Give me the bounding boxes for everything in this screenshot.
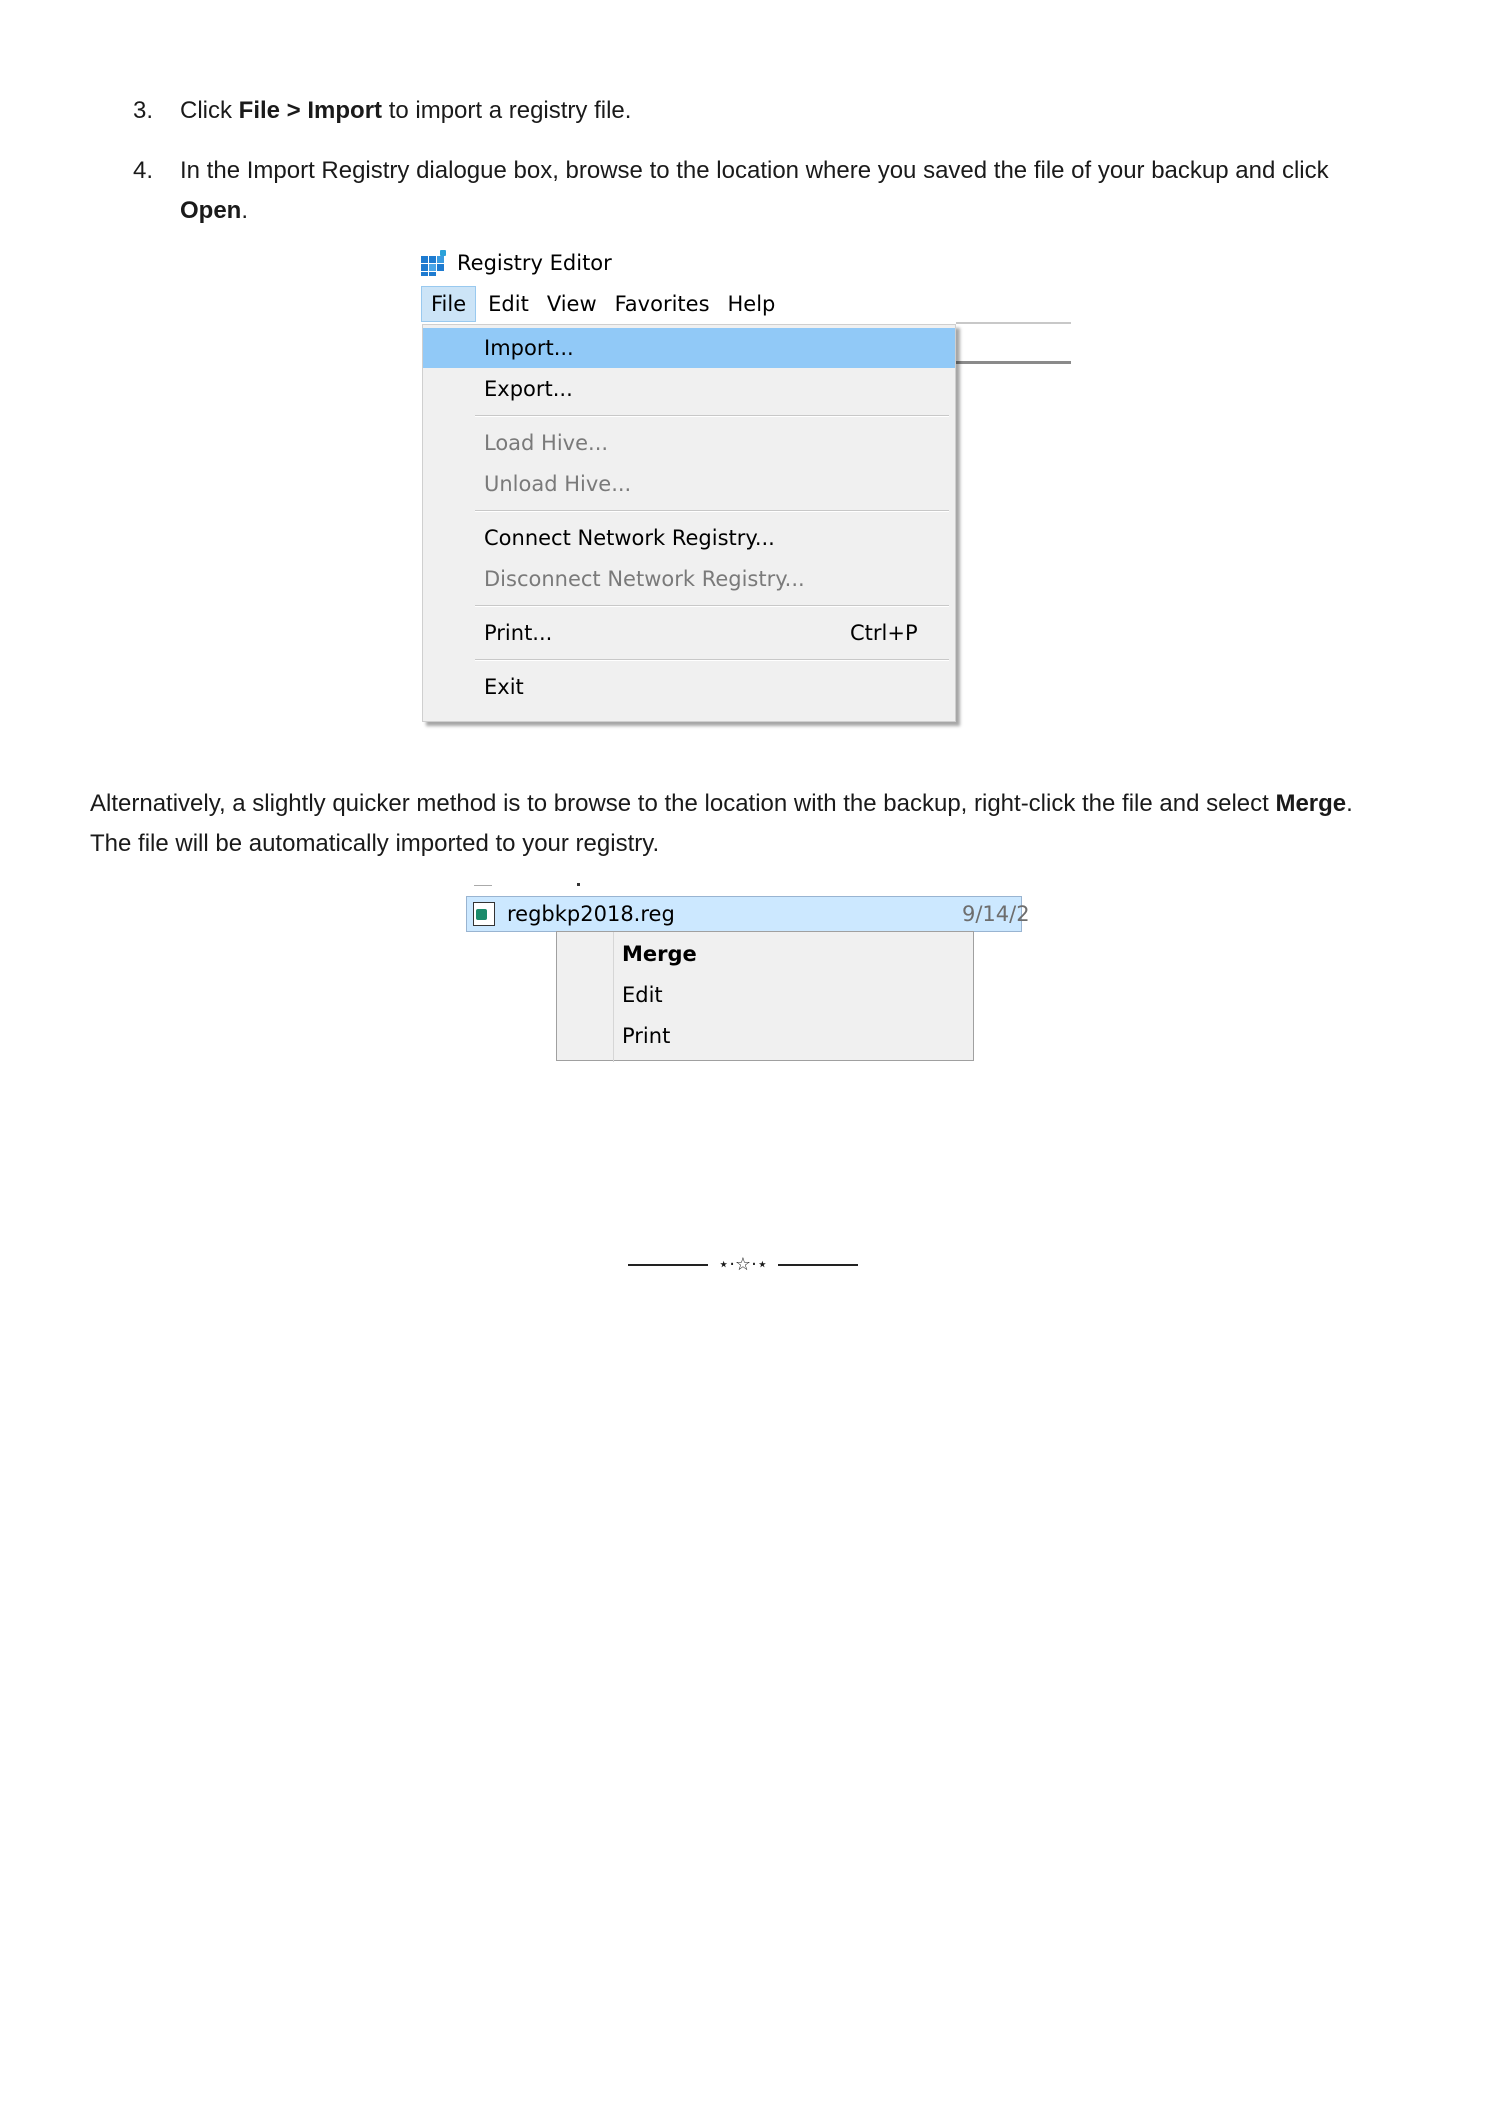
step-number: 4. xyxy=(133,157,154,184)
step-text-pre: In the Import Registry dialogue box, browse to the location where you saved the file of your backup and click xyxy=(180,157,1329,184)
step-text xyxy=(180,91,1360,131)
menu-separator xyxy=(475,605,949,607)
menu-item-label: Import... xyxy=(484,336,574,360)
menu-gutter xyxy=(613,932,614,1062)
menu-help[interactable]: Help xyxy=(727,292,776,316)
menu-bar xyxy=(421,286,784,322)
step-text xyxy=(180,151,1360,231)
menu-item-connect-network-registry[interactable] xyxy=(423,518,955,558)
step-text-post: to import a registry file. xyxy=(382,97,632,124)
cropped-row-fragment xyxy=(577,883,580,886)
menu-item-label: Connect Network Registry... xyxy=(484,526,775,550)
step-bold: File > Import xyxy=(238,97,383,124)
merge-context-screenshot xyxy=(462,874,1030,1050)
divider-ornament: ⋆·☆·⋆ xyxy=(717,1254,769,1275)
registry-editor-screenshot xyxy=(421,244,1071,724)
menu-separator xyxy=(475,415,949,417)
menu-item-import[interactable] xyxy=(423,328,955,368)
menu-edit[interactable]: Edit xyxy=(488,292,529,316)
file-name: regbkp2018.reg xyxy=(507,902,675,926)
window-title: Registry Editor xyxy=(457,251,612,275)
paragraph-bold: Merge xyxy=(1275,790,1347,817)
paragraph-text-post: . The file will be automatically imported to your registry. xyxy=(90,790,1353,857)
paragraph-text-pre: Alternatively, a slightly quicker method is to browse to the location with the backup, right-click the file and select xyxy=(90,790,1276,817)
section-divider xyxy=(628,1253,858,1277)
menu-item-label: Unload Hive... xyxy=(484,472,632,496)
file-dropdown-menu xyxy=(422,324,956,722)
window-edge-line xyxy=(956,322,1071,324)
step-number: 3. xyxy=(133,97,154,124)
registry-editor-icon xyxy=(421,250,447,276)
step-bold: Open xyxy=(180,197,242,224)
alternative-method-paragraph xyxy=(90,784,1390,864)
context-item-print[interactable]: Print xyxy=(622,1024,671,1048)
step-text-post: . xyxy=(241,197,249,224)
menu-separator xyxy=(475,510,949,512)
step-text-pre: Click xyxy=(180,97,239,124)
menu-item-label: Export... xyxy=(484,377,573,401)
menu-item-shortcut: Ctrl+P xyxy=(850,621,918,645)
file-row[interactable] xyxy=(466,896,1030,932)
reg-file-icon xyxy=(473,902,495,926)
context-menu xyxy=(556,931,974,1061)
menu-item-label: Load Hive... xyxy=(484,431,609,455)
menu-item-label: Print... xyxy=(484,621,553,645)
context-item-edit[interactable]: Edit xyxy=(622,983,663,1007)
menu-item-label: Exit xyxy=(484,675,524,699)
file-date: 9/14/2 xyxy=(962,902,1030,926)
menu-view[interactable]: View xyxy=(546,292,597,316)
context-item-merge[interactable]: Merge xyxy=(622,942,697,966)
menu-item-print[interactable] xyxy=(423,613,955,653)
menu-item-label: Disconnect Network Registry... xyxy=(484,567,805,591)
menu-separator xyxy=(475,659,949,661)
menu-item-unload-hive xyxy=(423,464,955,504)
menu-file[interactable]: File xyxy=(421,286,476,322)
divider-line xyxy=(628,1264,708,1266)
divider-line xyxy=(778,1264,858,1266)
cropped-row-fragment xyxy=(474,885,492,886)
menu-item-export[interactable] xyxy=(423,369,955,409)
menu-item-disconnect-network-registry xyxy=(423,559,955,599)
menu-item-load-hive xyxy=(423,423,955,463)
menu-item-exit[interactable] xyxy=(423,667,955,707)
menu-favorites[interactable]: Favorites xyxy=(614,292,710,316)
window-title-bar xyxy=(421,248,612,278)
window-edge-line xyxy=(956,361,1071,364)
